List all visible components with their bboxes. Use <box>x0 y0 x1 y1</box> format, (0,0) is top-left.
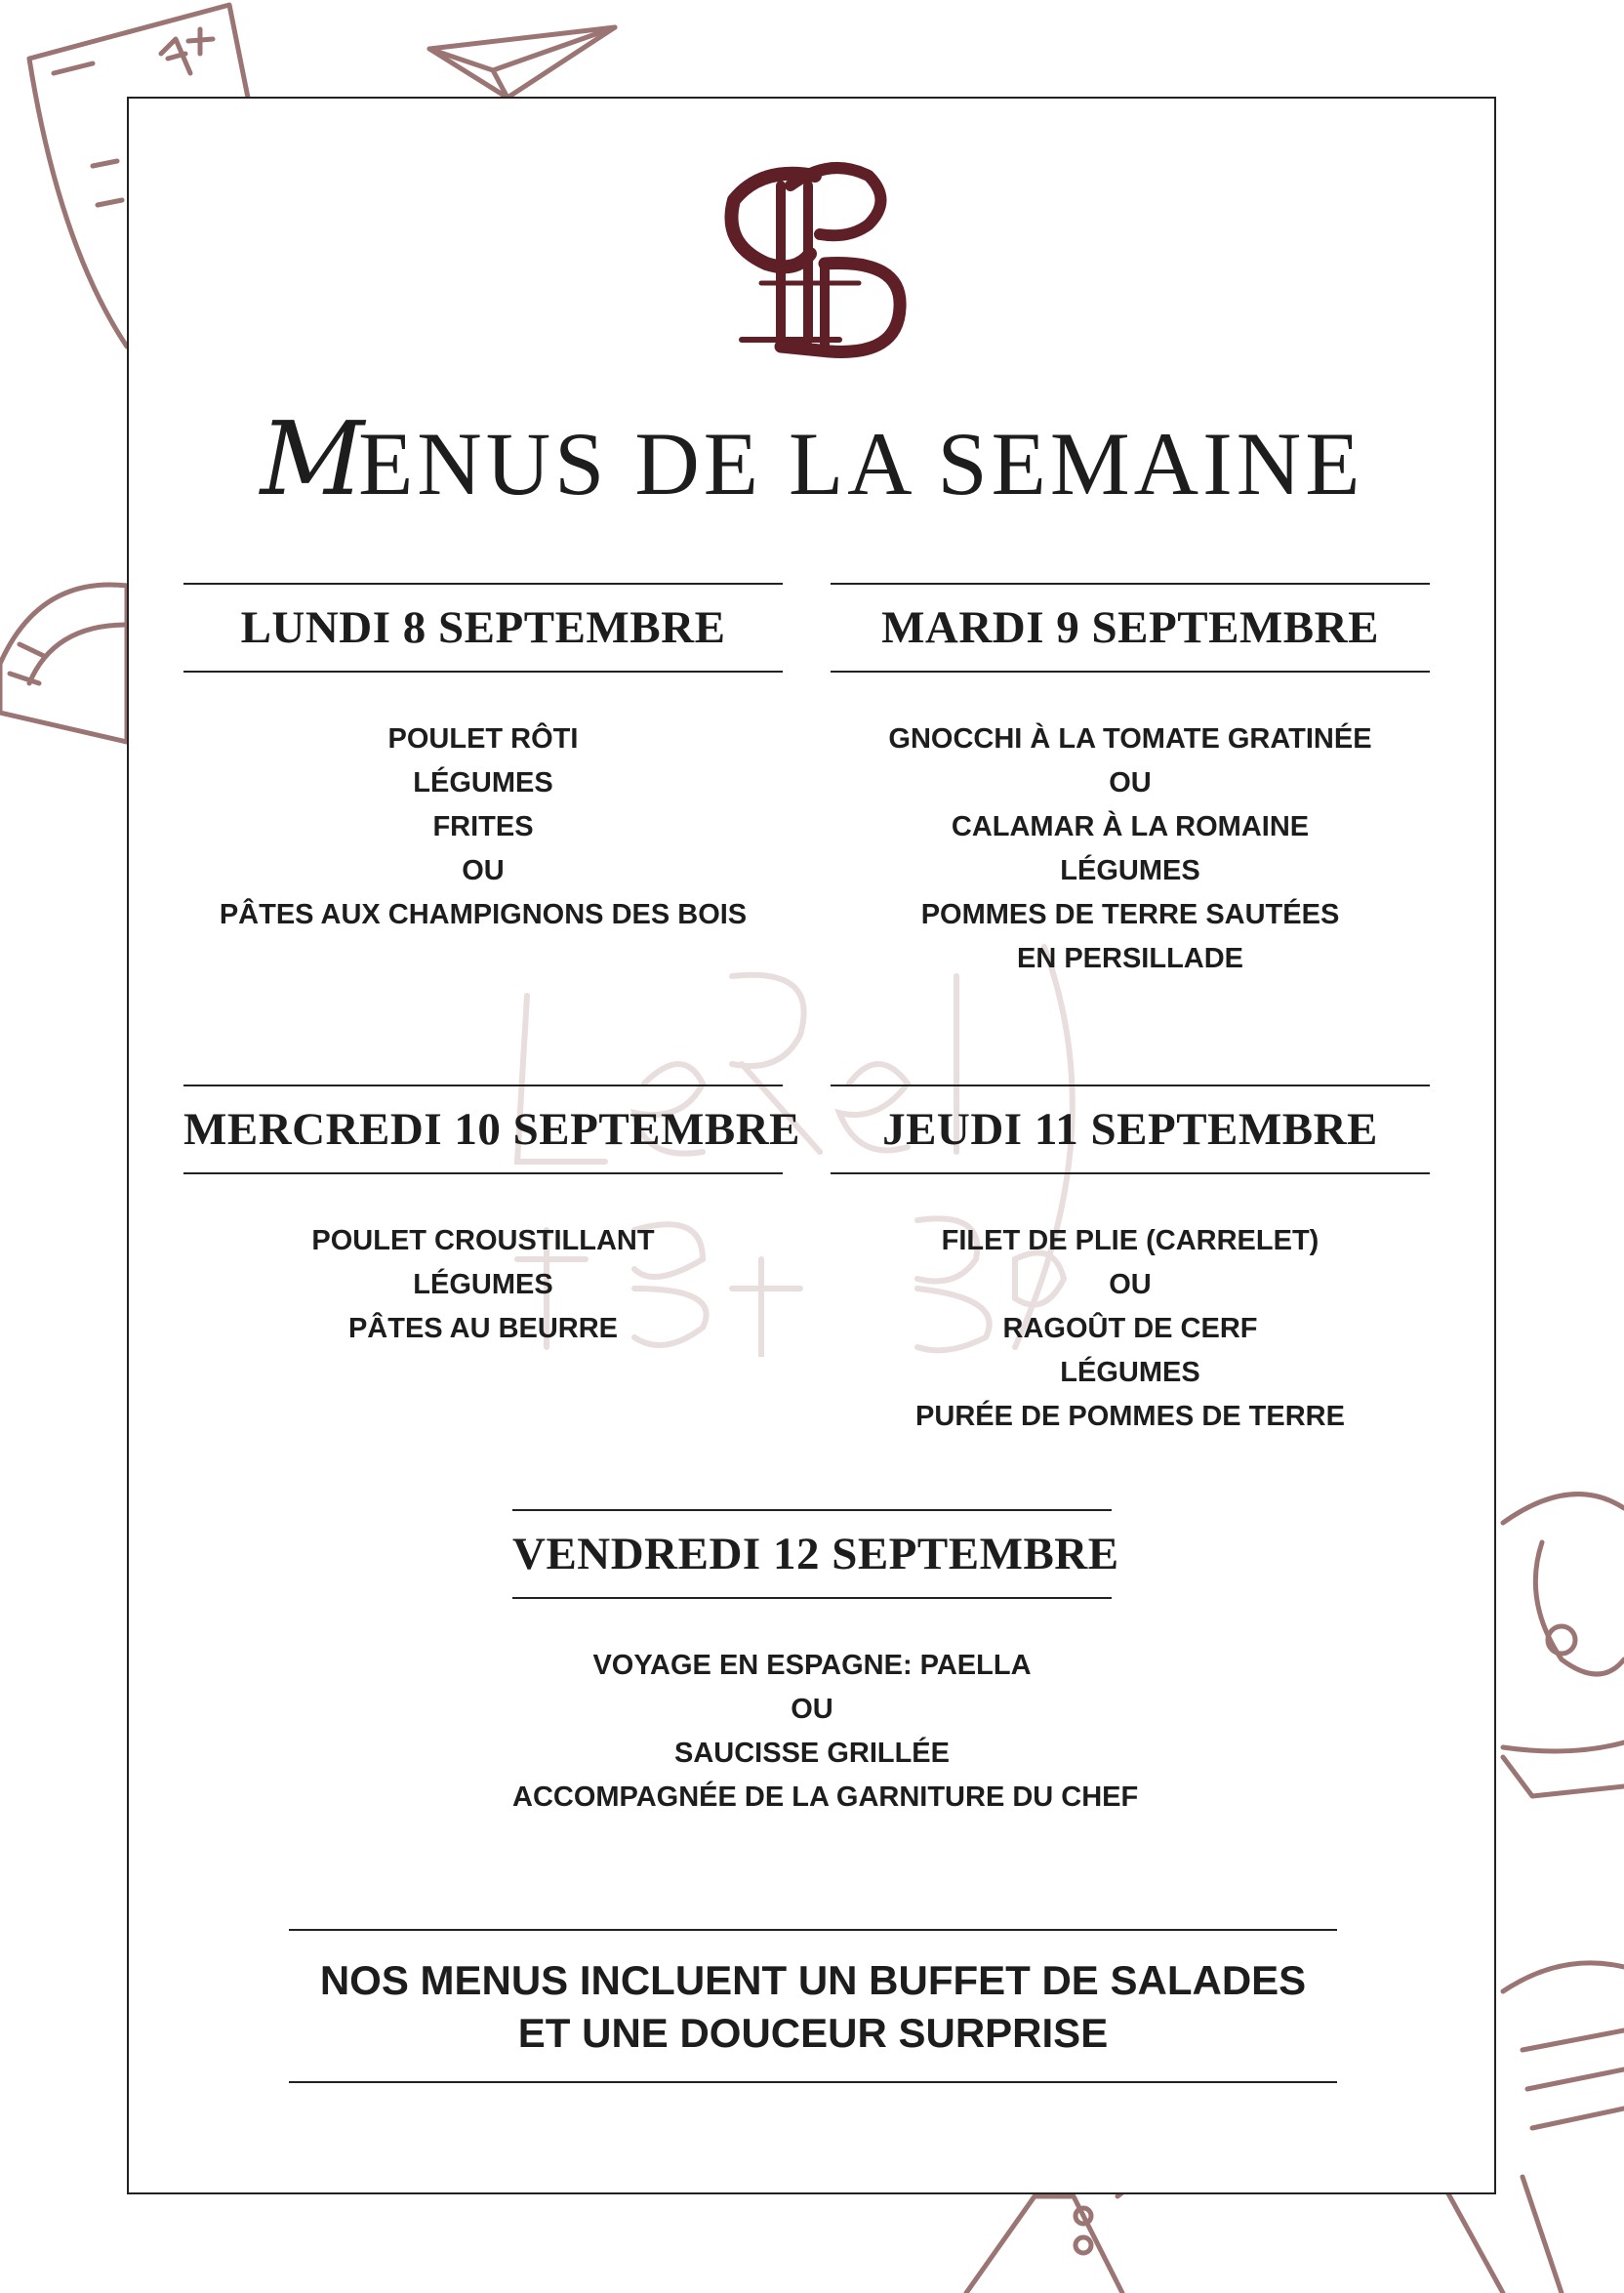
dish-item: OU <box>462 855 505 886</box>
title-script-initial: M <box>260 399 365 518</box>
day-title: MARDI 9 SEPTEMBRE <box>881 602 1379 653</box>
note-line: ET UNE DOUCEUR SURPRISE <box>517 2010 1109 2056</box>
dish-item: RAGOÛT DE CERF <box>1002 1313 1258 1344</box>
title-text: ENUS DE LA SEMAINE <box>358 414 1364 513</box>
dish-item: PURÉE DE POMMES DE TERRE <box>915 1401 1345 1432</box>
dish-list <box>512 1644 1139 1820</box>
dish-item: LÉGUMES <box>1060 855 1200 886</box>
dish-item: PÂTES AUX CHAMPIGNONS DES BOIS <box>219 899 748 930</box>
dish-list <box>183 717 783 937</box>
dish-list <box>831 1219 1430 1439</box>
divider-line <box>512 1597 1112 1599</box>
dish-item: OU <box>1109 767 1152 798</box>
monogram-logo <box>722 156 917 371</box>
dish-list <box>183 1219 783 1351</box>
day-section-thursday <box>831 1085 1430 1439</box>
dish-list <box>831 717 1430 981</box>
note-line: NOS MENUS INCLUENT UN BUFFET DE SALADES <box>319 1957 1307 2003</box>
protractor-icon <box>0 585 127 742</box>
day-section-tuesday <box>831 583 1430 981</box>
dish-item: CALAMAR À LA ROMAINE <box>951 811 1310 842</box>
dish-item: SAUCISSE GRILLÉE <box>674 1738 950 1769</box>
divider-line <box>831 1172 1430 1174</box>
day-section-wednesday <box>183 1085 801 1351</box>
dish-item: LÉGUMES <box>413 767 553 798</box>
dish-item: FRITES <box>432 811 534 842</box>
globe-icon <box>1503 1495 1624 1796</box>
dish-item: POULET RÔTI <box>387 723 579 755</box>
dish-item: OU <box>1109 1269 1152 1300</box>
footer-note <box>289 1929 1337 2083</box>
day-title: LUNDI 8 SEPTEMBRE <box>240 602 726 653</box>
dish-item: POMMES DE TERRE SAUTÉES <box>920 899 1340 930</box>
divider-line <box>831 671 1430 673</box>
paper-plane-icon <box>429 27 615 98</box>
divider-line <box>183 1172 783 1174</box>
dish-item: PÂTES AU BEURRE <box>347 1313 619 1344</box>
dish-item: VOYAGE EN ESPAGNE: PAELLA <box>592 1650 1032 1681</box>
day-title: JEUDI 11 SEPTEMBRE <box>882 1104 1378 1155</box>
dish-item: LÉGUMES <box>413 1269 553 1300</box>
dish-item: EN PERSILLADE <box>1016 943 1244 974</box>
day-title: VENDREDI 12 SEPTEMBRE <box>512 1529 1119 1579</box>
day-section-friday <box>512 1509 1139 1820</box>
dish-item: LÉGUMES <box>1060 1357 1200 1388</box>
note-text <box>289 1931 1337 2081</box>
divider-line <box>183 671 783 673</box>
day-title: MERCREDI 10 SEPTEMBRE <box>183 1104 801 1155</box>
dish-item: GNOCCHI À LA TOMATE GRATINÉE <box>888 723 1372 755</box>
dish-item: FILET DE PLIE (CARRELET) <box>941 1225 1320 1256</box>
divider-line <box>289 2081 1337 2083</box>
dish-item: OU <box>791 1694 833 1725</box>
page-title <box>0 399 1624 518</box>
dish-item: ACCOMPAGNÉE DE LA GARNITURE DU CHEF <box>512 1781 1139 1813</box>
day-section-monday <box>183 583 783 937</box>
dish-item: POULET CROUSTILLANT <box>311 1225 655 1256</box>
